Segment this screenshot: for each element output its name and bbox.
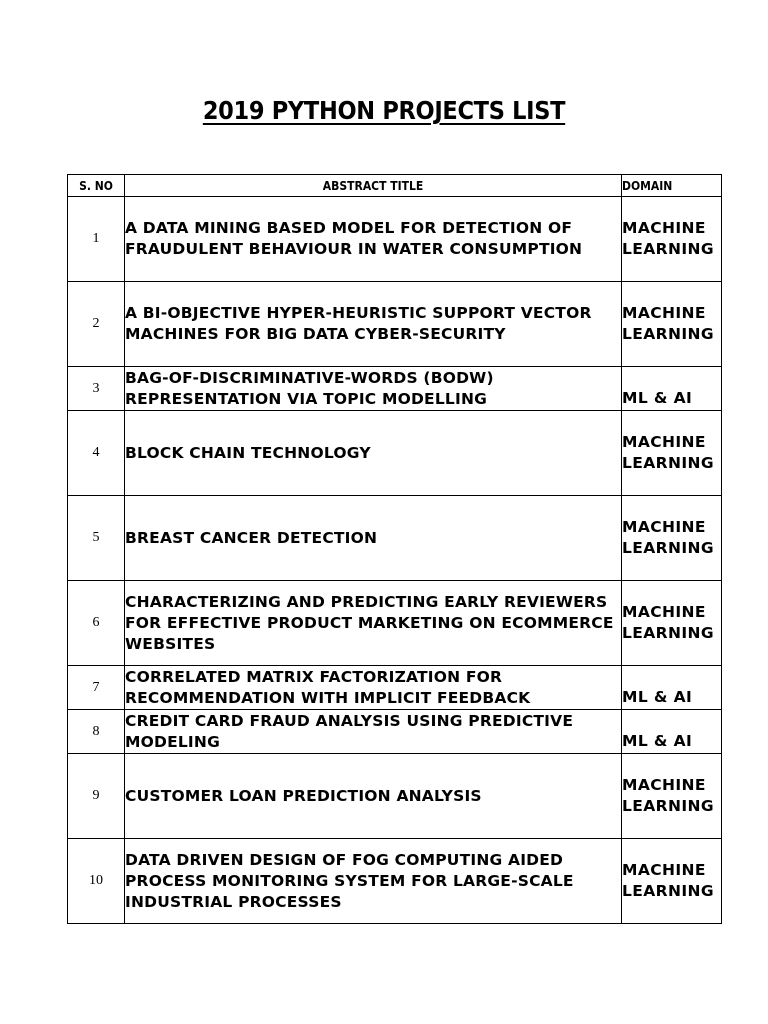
row-domain: ML & AI xyxy=(622,666,722,710)
row-title: A DATA MINING BASED MODEL FOR DETECTION OF FRAUDULENT BEHAVIOUR IN WATER CONSUMPTION xyxy=(125,197,622,282)
column-header-title: ABSTRACT TITLE xyxy=(125,175,622,197)
row-title: CHARACTERIZING AND PREDICTING EARLY REVIEWERS FOR EFFECTIVE PRODUCT MARKETING ON ECOMMERCE WEBSITES xyxy=(125,581,622,666)
row-sno: 9 xyxy=(68,754,125,839)
row-domain: ML & AI xyxy=(622,367,722,411)
table-row xyxy=(68,496,722,581)
table-row xyxy=(68,839,722,924)
table-row xyxy=(68,411,722,496)
row-domain: MACHINE LEARNING xyxy=(622,411,722,496)
table-row xyxy=(68,754,722,839)
row-sno: 8 xyxy=(68,710,125,754)
table-header-row xyxy=(68,175,722,197)
row-sno: 4 xyxy=(68,411,125,496)
row-sno: 7 xyxy=(68,666,125,710)
row-title: A BI-OBJECTIVE HYPER-HEURISTIC SUPPORT VECTOR MACHINES FOR BIG DATA CYBER-SECURITY xyxy=(125,282,622,367)
table-row xyxy=(68,367,722,411)
row-title: CORRELATED MATRIX FACTORIZATION FOR RECOMMENDATION WITH IMPLICIT FEEDBACK xyxy=(125,666,622,710)
row-domain: MACHINE LEARNING xyxy=(622,754,722,839)
row-sno: 6 xyxy=(68,581,125,666)
row-sno: 1 xyxy=(68,197,125,282)
row-domain: MACHINE LEARNING xyxy=(622,197,722,282)
row-domain: MACHINE LEARNING xyxy=(622,282,722,367)
row-sno: 10 xyxy=(68,839,125,924)
row-title: CREDIT CARD FRAUD ANALYSIS USING PREDICTIVE MODELING xyxy=(125,710,622,754)
row-domain: MACHINE LEARNING xyxy=(622,496,722,581)
row-title: BAG-OF-DISCRIMINATIVE-WORDS (BODW) REPRESENTATION VIA TOPIC MODELLING xyxy=(125,367,622,411)
row-title: CUSTOMER LOAN PREDICTION ANALYSIS xyxy=(125,754,622,839)
column-header-domain: DOMAIN xyxy=(622,175,722,197)
page-title: 2019 PYTHON PROJECTS LIST xyxy=(202,96,566,125)
table-row xyxy=(68,197,722,282)
row-domain: ML & AI xyxy=(622,710,722,754)
row-title: DATA DRIVEN DESIGN OF FOG COMPUTING AIDED PROCESS MONITORING SYSTEM FOR LARGE-SCALE INDUSTRIAL PROCESSES xyxy=(125,839,622,924)
row-title: BREAST CANCER DETECTION xyxy=(125,496,622,581)
column-header-sno: S. NO xyxy=(68,175,125,197)
row-sno: 2 xyxy=(68,282,125,367)
table-row xyxy=(68,710,722,754)
table-row xyxy=(68,581,722,666)
row-sno: 3 xyxy=(68,367,125,411)
projects-table xyxy=(67,174,722,924)
row-sno: 5 xyxy=(68,496,125,581)
row-domain: MACHINE LEARNING xyxy=(622,839,722,924)
row-title: BLOCK CHAIN TECHNOLOGY xyxy=(125,411,622,496)
table-row xyxy=(68,666,722,710)
row-domain: MACHINE LEARNING xyxy=(622,581,722,666)
table-row xyxy=(68,282,722,367)
